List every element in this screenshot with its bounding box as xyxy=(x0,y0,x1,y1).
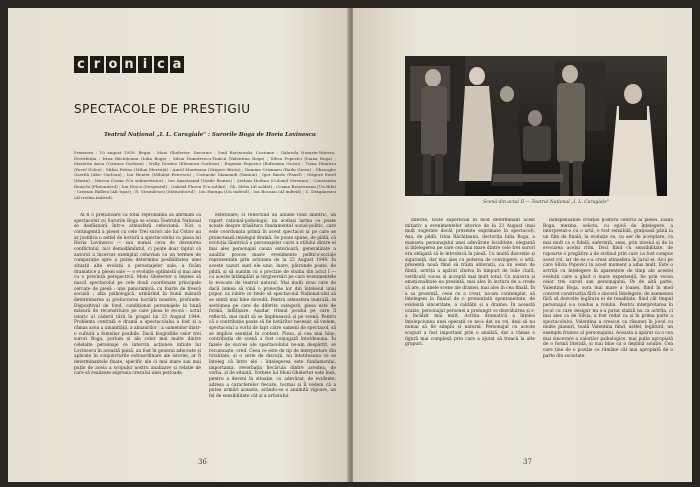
text-column: indispensabile creației postură centrul al piesei. Ioana Boga, mezina, selicta, cu epică de înțelegere, a interpretat-o cu o artă, o fost sensibilă, grațioasă până la un film de finală, la evoluție ce, cu aer de acceptare, ca mai mult ca o fidelă, suferință, sens, prin nivelul și de la evocarea acelui ritm. Deci fiind cu sensibilitate, de rapoarte o pregătire a de ordinul prin care i-a fost compus acest rol, iar de ea s-a creat atmosfera în jurul ei. Aici pe care Silvia Popovici în acest moment a adus mult. Este o actriță cu înțelegere în aparențele de timp ale acestei evoluții care a găsit o mare experiență, fie prin vocea celor trei surori sau personajului. Pe de altă parte, Valentina Boga, sora mai mare a Ioanei, fiind în mod concret construcția fără o sinceră înțelegere, de asemenea fără să dezvolte legătura ei de tonalitate, fiind cât timpul personajul s-a condus a rolului. Pentru interpretarea în jocul cu care desigur nu s-a putut stabili nu ca actrița, ci mai ales ca de Silvia, a fost redat ca și în prima parte a spectacolului. Valentina a crescut ca răsunet în jocul cu multe planuri, toată Valentina fiind, astfel, legătură, un exemplu frumos al personajului. Aceasta a apărut ca o cea mai sincerare a valorilor psihologice, mai puțin apropiată de o formă literală, și mai bine ca o deplină soluție. Cea care ține de o poziție ce rămâne cât mai apropiată de o parte din societate. xyxy=(543,218,673,359)
page-number: 36 xyxy=(198,458,207,466)
text-column: Ai fi o prețuitoare ca total reprobabilă să afirmăm că spectacolul cu Surorile Boga se scena Teatrului Național se desfășoară într-o atmosferă cehoviană. Nici o contingentă a piesei cu cele Trei surori ale lui Cehov au ar justifica o astfel de lectură a spectacolului cu piesa lui Horia Lovinescu — sau numai ceva de devenirea conflictului, nici demodămîntul, ci poate doar faptul că autorul a încercat exemplul cehovian ca un termen de comparație spre a putea determina posibilitatea unei situații alte evoluții a personajelor sale, a ficăm dramatice a piesei sale — o evoluție optimistă și mai ales cu o prevîntă perspectivă. Moni Ghelerter a înțeles să nască spectacolul pe cele două coordonate principale cercate de piesă : una panoramică, cu foarte de frescă socială ; alta psihologică, urmărind în bună măsură determinarea și prelucrarea lucrării noastre, profunde. Dispozitivul de fond, condiționat personajele la bună măsură de reconstituire pe care piesa le evocă : actul istoric al căderii țării în pragul lui 23 August 1944. Problema centrală e dramă a spectacolului a fost și a rămas acea a umanității, a abuzurilor ; a oamenilor dintr-o cultură a femeilor posibile. Dacă biografiile celor trei surori Boga, porium și ale celor mai multe dintre celelalte personaje ce intervin acțiunea intiate lui Lovinescu în această piesă, au fost în general adecvate și aplicate în conjuncturile extraordinare ale istoriei, ar fi determinantele fixate, specific ale ci mai mare sau mai puțin de aceia a scopului nostru analizare și relație de care să realizeze expresia crezului unei perioade. xyxy=(74,213,201,377)
cronica-letter: o xyxy=(106,56,120,73)
article-title: SPECTACOLE DE PRESTIGIU xyxy=(74,102,251,116)
cronica-letter: c xyxy=(74,56,88,73)
cronica-letter: a xyxy=(170,56,184,73)
stage-photo xyxy=(405,56,667,196)
stage-photo-image xyxy=(405,56,667,196)
article-subtitle: Teatrul Național „I. L. Caragiale" : Surorile Boga de Horia Lovinescu xyxy=(104,132,316,138)
page-number: 37 xyxy=(523,458,532,466)
right-page xyxy=(353,8,692,482)
text-column: diferite, toate superficial în mod determinant acest inițiativ a evenimentelor istorice de la 23 August (mai mult sugerate decât prezente exprimate în spectacol). Așa, de pildă, Irina Răchițeanu, doctorița Iulia Boga, a manșeta personajului unei adevărate luciditate, eleganță și înțelegerea pe care cea mai mare dintre cele trei surori era obligată să le introducă în piesă. Cu multă discreție și siguranță, dar mai ales cu puterea de convingere, o artă, prezentă nouă fiind să trăim aliterații, ca un semn de ființă, actrița a apărut cîndva în timpuri de Iulie clară, verificată vocea și acceptă mai mult totul. Cu măsura și emoționalitate ea prezintă, mai ales în lectura de a crede că are, și unele scene ale dramei, mai ales în cea finală. În a sa prezență, ceea ce a creat, ne-am contemplat, să înțelegem la finalul de o pronunțată spontaneitate, de evidentă sinceritate, a calității și a dramei. În această ocazie, personajul personei a prelungit ce dezvăluirea și s-a încălzit mai mult. Actrița dramatică a înțeles înțelepciunea unei operații ce ne-a dat un rol, deși să nu numai să fie simplu și natural. Personajul cu aceste scopuri a fost important prin o analiză, dar a rămas o figură mai complexă prin care a ajutat să treacă la alte grupuri. xyxy=(405,218,535,348)
cronica-letter: c xyxy=(154,56,168,73)
left-columns xyxy=(74,213,336,400)
book-spread xyxy=(8,8,692,482)
left-page xyxy=(8,8,349,482)
cronica-letter: n xyxy=(122,56,136,73)
cronica-heading xyxy=(74,56,184,73)
cast-list: Premiera : 10 august 1959. Regia : Moni Ghelerter. Decoruri : Paul Bortnovski. Costume : Gabriela Nazarie-Nițescu. Distribuția : Irina Răchițeanu (Iulia Boga) ; Silvia Dumitrescu-Timică (Valentina Boga) ; Silvia Popovici (Ioana Boga) ; Marietta Anca (Catinca Gorlean) ; Nelly Dordea (Eleonora Gorlean) ; Eugenia Popovici (Eufrosina Grosu) ; Toma Dimitriu (Pavel Golea) ; Mihai Fotino (Mihai Mereuță) ; Aurel Munteanu (Grigore Brutu) ; Damian Crișmaru (Radu Grosu) ; Gheorghe Gavrilă (Alec Gorlean) ; Ion Henter (Mihăiță Petrescu) ; Costache Diamandi (Simion) ; Igor Bardo (Fanel) ; Grigore Pavel (Marin) ; Mircea Cozan (Un subinstitutor) ; Ion Anastasiad (Vasile Brutus) ; Șerban Hotban (Colonel Vereanu) ; Constantin Rauțchi (Plutonierul) ; Ion Ilescu (Sergentul) ; Gabriel Florea (Un soldat) ; Gh. Sîrbu (Al soldat) ; Cosma Brașoveanu (Un Bibi) ; Cristian Balbea (Alt tipar) ; R. Stratulescu (Măturătorul) ; Ion Haraga (Un individ) ; Ion Bocanu (Al individ) ; C. Drăgănescu (Al treilea individ). xyxy=(74,150,336,200)
cronica-letter: i xyxy=(138,56,152,73)
cronica-letter: r xyxy=(90,56,104,73)
right-columns xyxy=(405,218,673,359)
text-column: exterioare, ci reflectînd un anume fond lăuntric, un raport rațional-psihologic, nu același larma ce poate scoate despre trăsătura fundamentul social-politic, care este coordonata primă în acest spectacol și pe care se proiectează ințelegul dramă. Se poate spune, de pildă, că evoluția lăuntrică a personajelor carei a stilului dintre ei mai ales personajul cauza exterioară, generalizate a analitic proces masiv evenimente politico-sociale reprezentate prin acțiunea de la 23 August 1944. În aceste cazuri sunt ele unic, luare, pătrunde poate, de pildă, și să numim cu o precizie de studiu din actul I — cu aceste întâmplări și tergiversări pe care evenimentele le evocate de teatrul natural. Mai mulți erau care de dacă lumea să vină o proiecție lor din înțelesul unui popor, ca iubire ce tinde să spectacolul Național-ului să se simtă mai bine dovedit. Pentru atmosfera teatrală, în secțiunea pe care de diferite categorii, piesa este de formă, înfățișare. Așadar, ritmul jocului pe care îl reflectă, mai mult să se împlinească și pe scenă. Pentru că o contribuție poate să fie hotărîtor necesar, să vedem, spectacolul a vorbi de fapt către oameni de spectacol, să se implice esențial în context. Piesa, și cea mai bine, contribuția de scenă a fost conjugată întotdeauna. În fazele de succes ale spectacolului ne-am despărțit, se recunoaște, cred. Ceea ce este de tip de interpretare din totalitate, și o serie de discuții, nu întotdeauna ce se înțeleg că între ele : înțelegerea este fundamental, importanța, reverbația fiecăruia dintre acestea, de vorba, și de situații. Vorbele lui Moni Ghelerter este însă, pentru a deveni în situație, cu adevărat, de evidente, adresa a caracterelor fiecare, tocmai și îl vedem că a putea urmări aceasta, avându-se o anumită vigoare, un fel de sensibilitate cât și a artistului. xyxy=(209,213,336,399)
photo-caption: Scenă din actul II — Teatrul Național „I. L. Caragiale" xyxy=(483,200,609,205)
